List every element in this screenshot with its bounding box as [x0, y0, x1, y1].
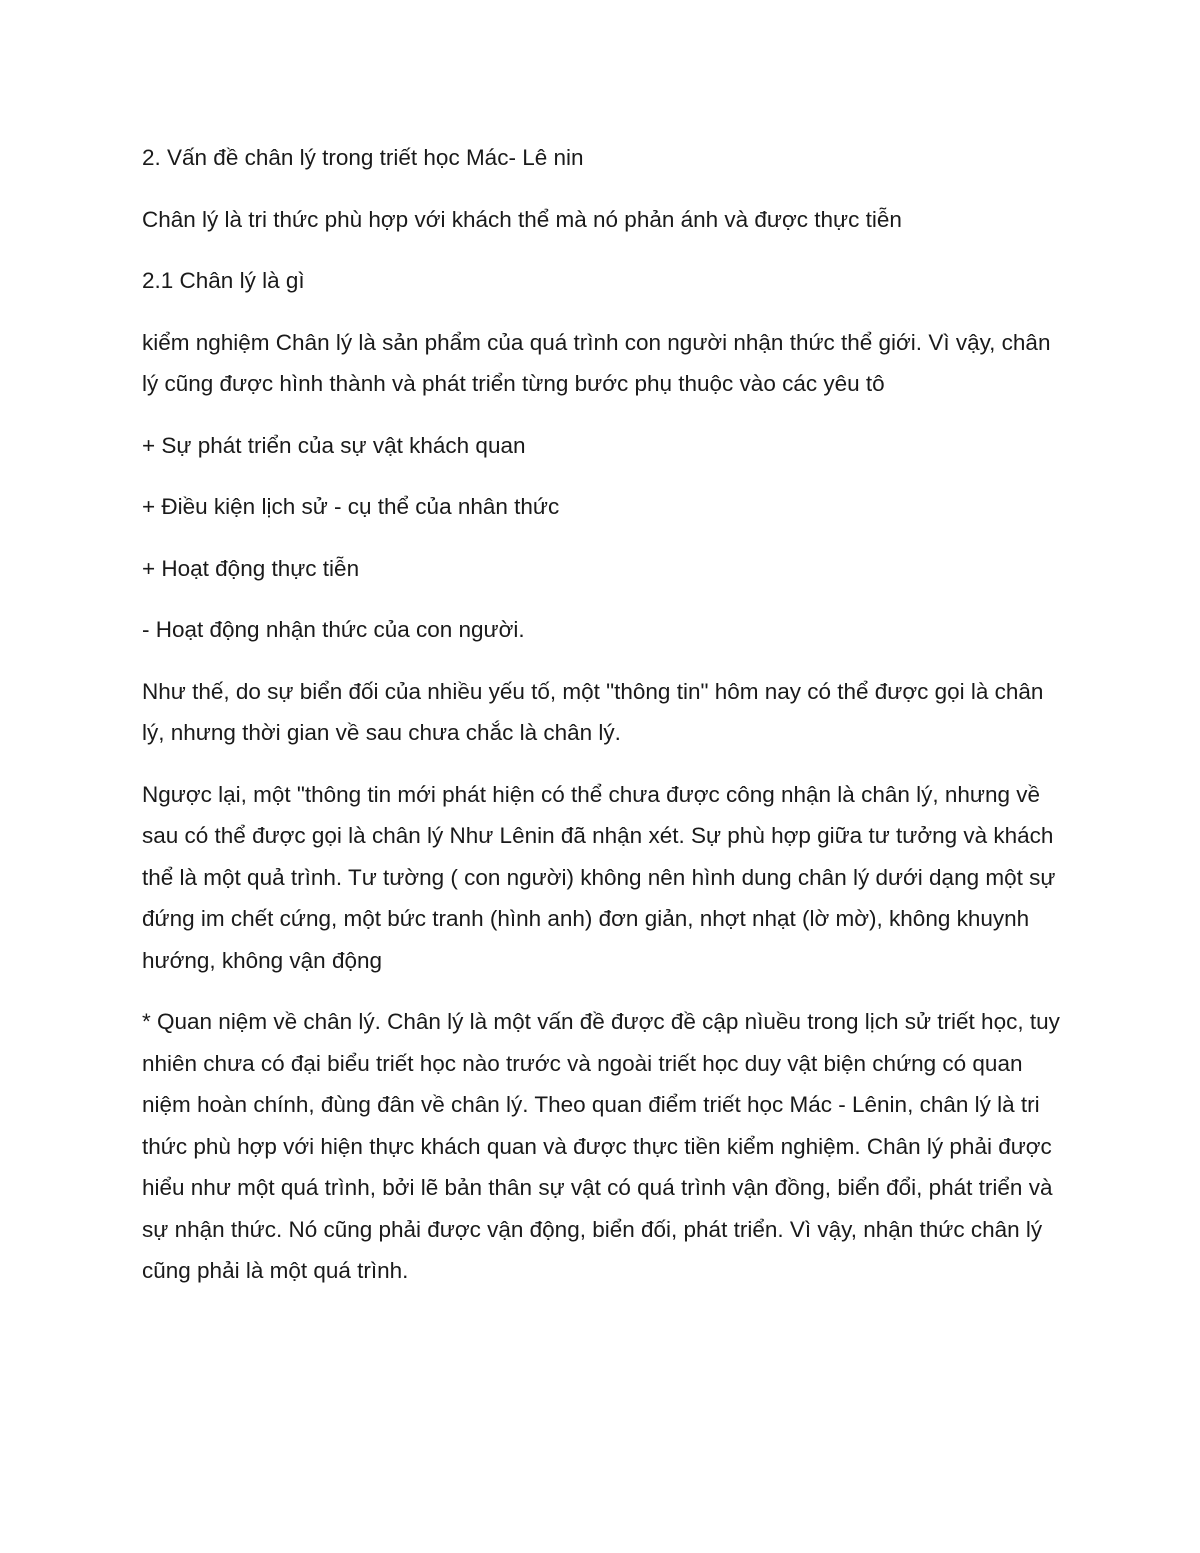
- subsection-heading: 2.1 Chân lý là gì: [142, 268, 305, 293]
- list-item: + Hoạt động thực tiễn: [142, 555, 360, 581]
- section-heading: 2. Vấn đề chân lý trong triết học Mác- Lê nin: [142, 145, 584, 170]
- list-item: + Sự phát triển của sự vật khách quan: [142, 432, 526, 458]
- definition-paragraph: Chân lý là tri thức phù hợp với khách thể mà nó phản ánh và được thực tiễn: [142, 206, 902, 232]
- list-item: + Điều kiện lịch sử - cụ thể của nhân thức: [142, 494, 560, 519]
- body-paragraph: kiểm nghiệm Chân lý là sản phẩm của quá trình con người nhận thức thể giới. Vì vậy, chân lý cũng được hình thành và phát triển từng bước phụ thuộc vào các yêu tô: [142, 329, 1051, 396]
- body-paragraph: * Quan niệm về chân lý. Chân lý là một vấn đề được đề cập nìuều trong lịch sử triết học, tuy nhiên chưa có đại biểu triết học nào trước và ngoài triết học duy vật biện chứng có quan niệm hoàn chính, đùng đân về chân lý. Theo quan điểm triết học Mác - Lênin, chân lý là tri thức phù hợp với hiện thực khách quan và được thực tiền kiểm nghiệm. Chân lý phải được hiểu như một quá trình, bởi lẽ bản thân sự vật có quá trình vận đồng, biển đổi, phát triển và sự nhận thức. Nó cũng phải được vận động, biển đối, phát triển. Vì vậy, nhận thức chân lý cũng phải là một quá trình.: [142, 1009, 1060, 1283]
- list-item: - Hoạt động nhận thức của con người.: [142, 617, 525, 642]
- body-paragraph: Ngược lại, một "thông tin mới phát hiện có thể chưa được công nhận là chân lý, nhưng về sau có thể được gọi là chân lý Như Lênin đã nhận xét. Sự phù hợp giữa tư tưởng và khách thể là một quả trình. Tư tường ( con người) không nên hình dung chân lý dưới dạng một sự đứng im chết cứng, một bức tranh (hình anh) đơn giản, nhợt nhạt (lờ mờ), không khuynh hướng, không vận động: [142, 781, 1056, 973]
- body-paragraph: Như thế, do sự biển đối của nhiều yếu tố, một "thông tin" hôm nay có thể được gọi là chân lý, nhưng thời gian về sau chưa chắc là chân lý.: [142, 678, 1044, 745]
- document-body: [142, 137, 1062, 1312]
